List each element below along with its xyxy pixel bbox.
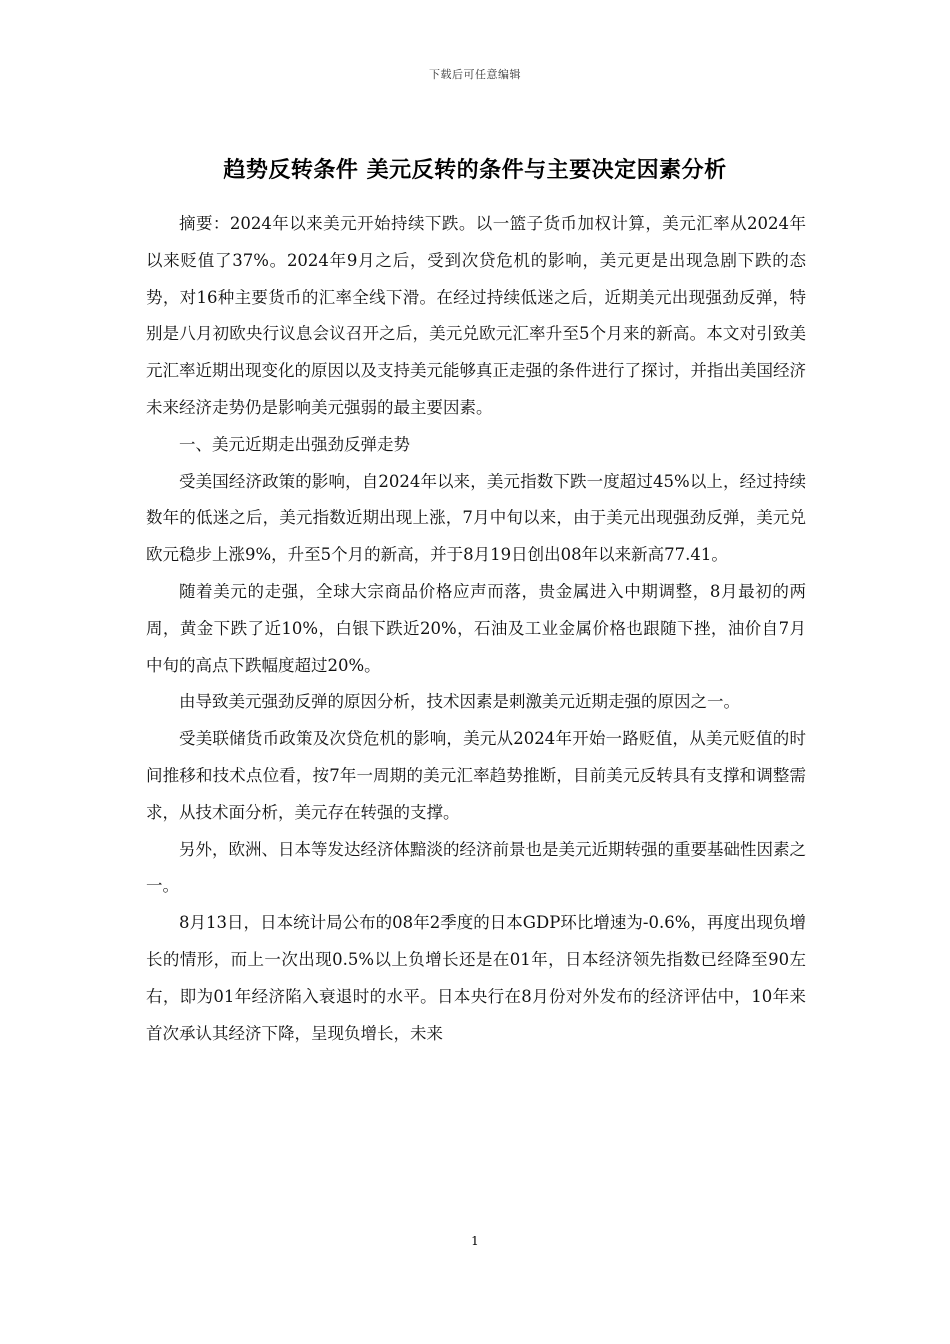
- paragraph: 受美联储货币政策及次贷危机的影响，美元从2024年开始一路贬值，从美元贬值的时间推移和技术点位看，按7年一周期的美元汇率趋势推断，目前美元反转具有支撑和调整需求，从技术面分析，美元存在转强的支撑。: [146, 729, 806, 822]
- page-number: 1: [471, 1234, 479, 1248]
- paragraph: 随着美元的走强，全球大宗商品价格应声而落，贵金属进入中期调整，8月最初的两周，黄金下跌了近10%，白银下跌近20%，石油及工业金属价格也跟随下挫，油价自7月中旬的高点下跌幅度超过20%。: [146, 581, 806, 675]
- paragraph: 由导致美元强劲反弹的原因分析，技术因素是刺激美元近期走强的原因之一。: [179, 692, 740, 712]
- document-title: 趋势反转条件 美元反转的条件与主要决定因素分析: [223, 157, 727, 183]
- header-note: 下载后可任意编辑: [429, 68, 521, 81]
- document-body: [146, 206, 806, 1052]
- paragraph: 另外，欧洲、日本等发达经济体黯淡的经济前景也是美元近期转强的重要基础性因素之一。: [146, 839, 806, 896]
- paragraph: 8月13日，日本统计局公布的08年2季度的日本GDP环比增速为-0.6%，再度出现负增长的情形，而上一次出现0.5%以上负增长还是在01年，日本经济领先指数已经降至90左右，即为01年经济陷入衰退时的水平。日本央行在8月份对外发布的经济评估中，10年来首次承认其经济下降，呈现负增长，未来: [146, 913, 806, 1043]
- section-heading-1: 一、美元近期走出强劲反弹走势: [179, 434, 410, 454]
- paragraph-abstract: 摘要：2024年以来美元开始持续下跌。以一篮子货币加权计算，美元汇率从2024年以来贬值了37%。2024年9月之后，受到次贷危机的影响，美元更是出现急剧下跌的态势，对16种主要货币的汇率全线下滑。在经过持续低迷之后，近期美元出现强劲反弹，特别是八月初欧央行议息会议召开之后，美元兑欧元汇率升至5个月来的新高。本文对引致美元汇率近期出现变化的原因以及支持美元能够真正走强的条件进行了探讨，并指出美国经济未来经济走势仍是影响美元强弱的最主要因素。: [146, 214, 806, 417]
- paragraph: 受美国经济政策的影响，自2024年以来，美元指数下跌一度超过45%以上，经过持续数年的低迷之后，美元指数近期出现上涨，7月中旬以来，由于美元出现强劲反弹，美元兑欧元稳步上涨9%，升至5个月的新高，并于8月19日创出08年以来新高77.41。: [146, 471, 806, 565]
